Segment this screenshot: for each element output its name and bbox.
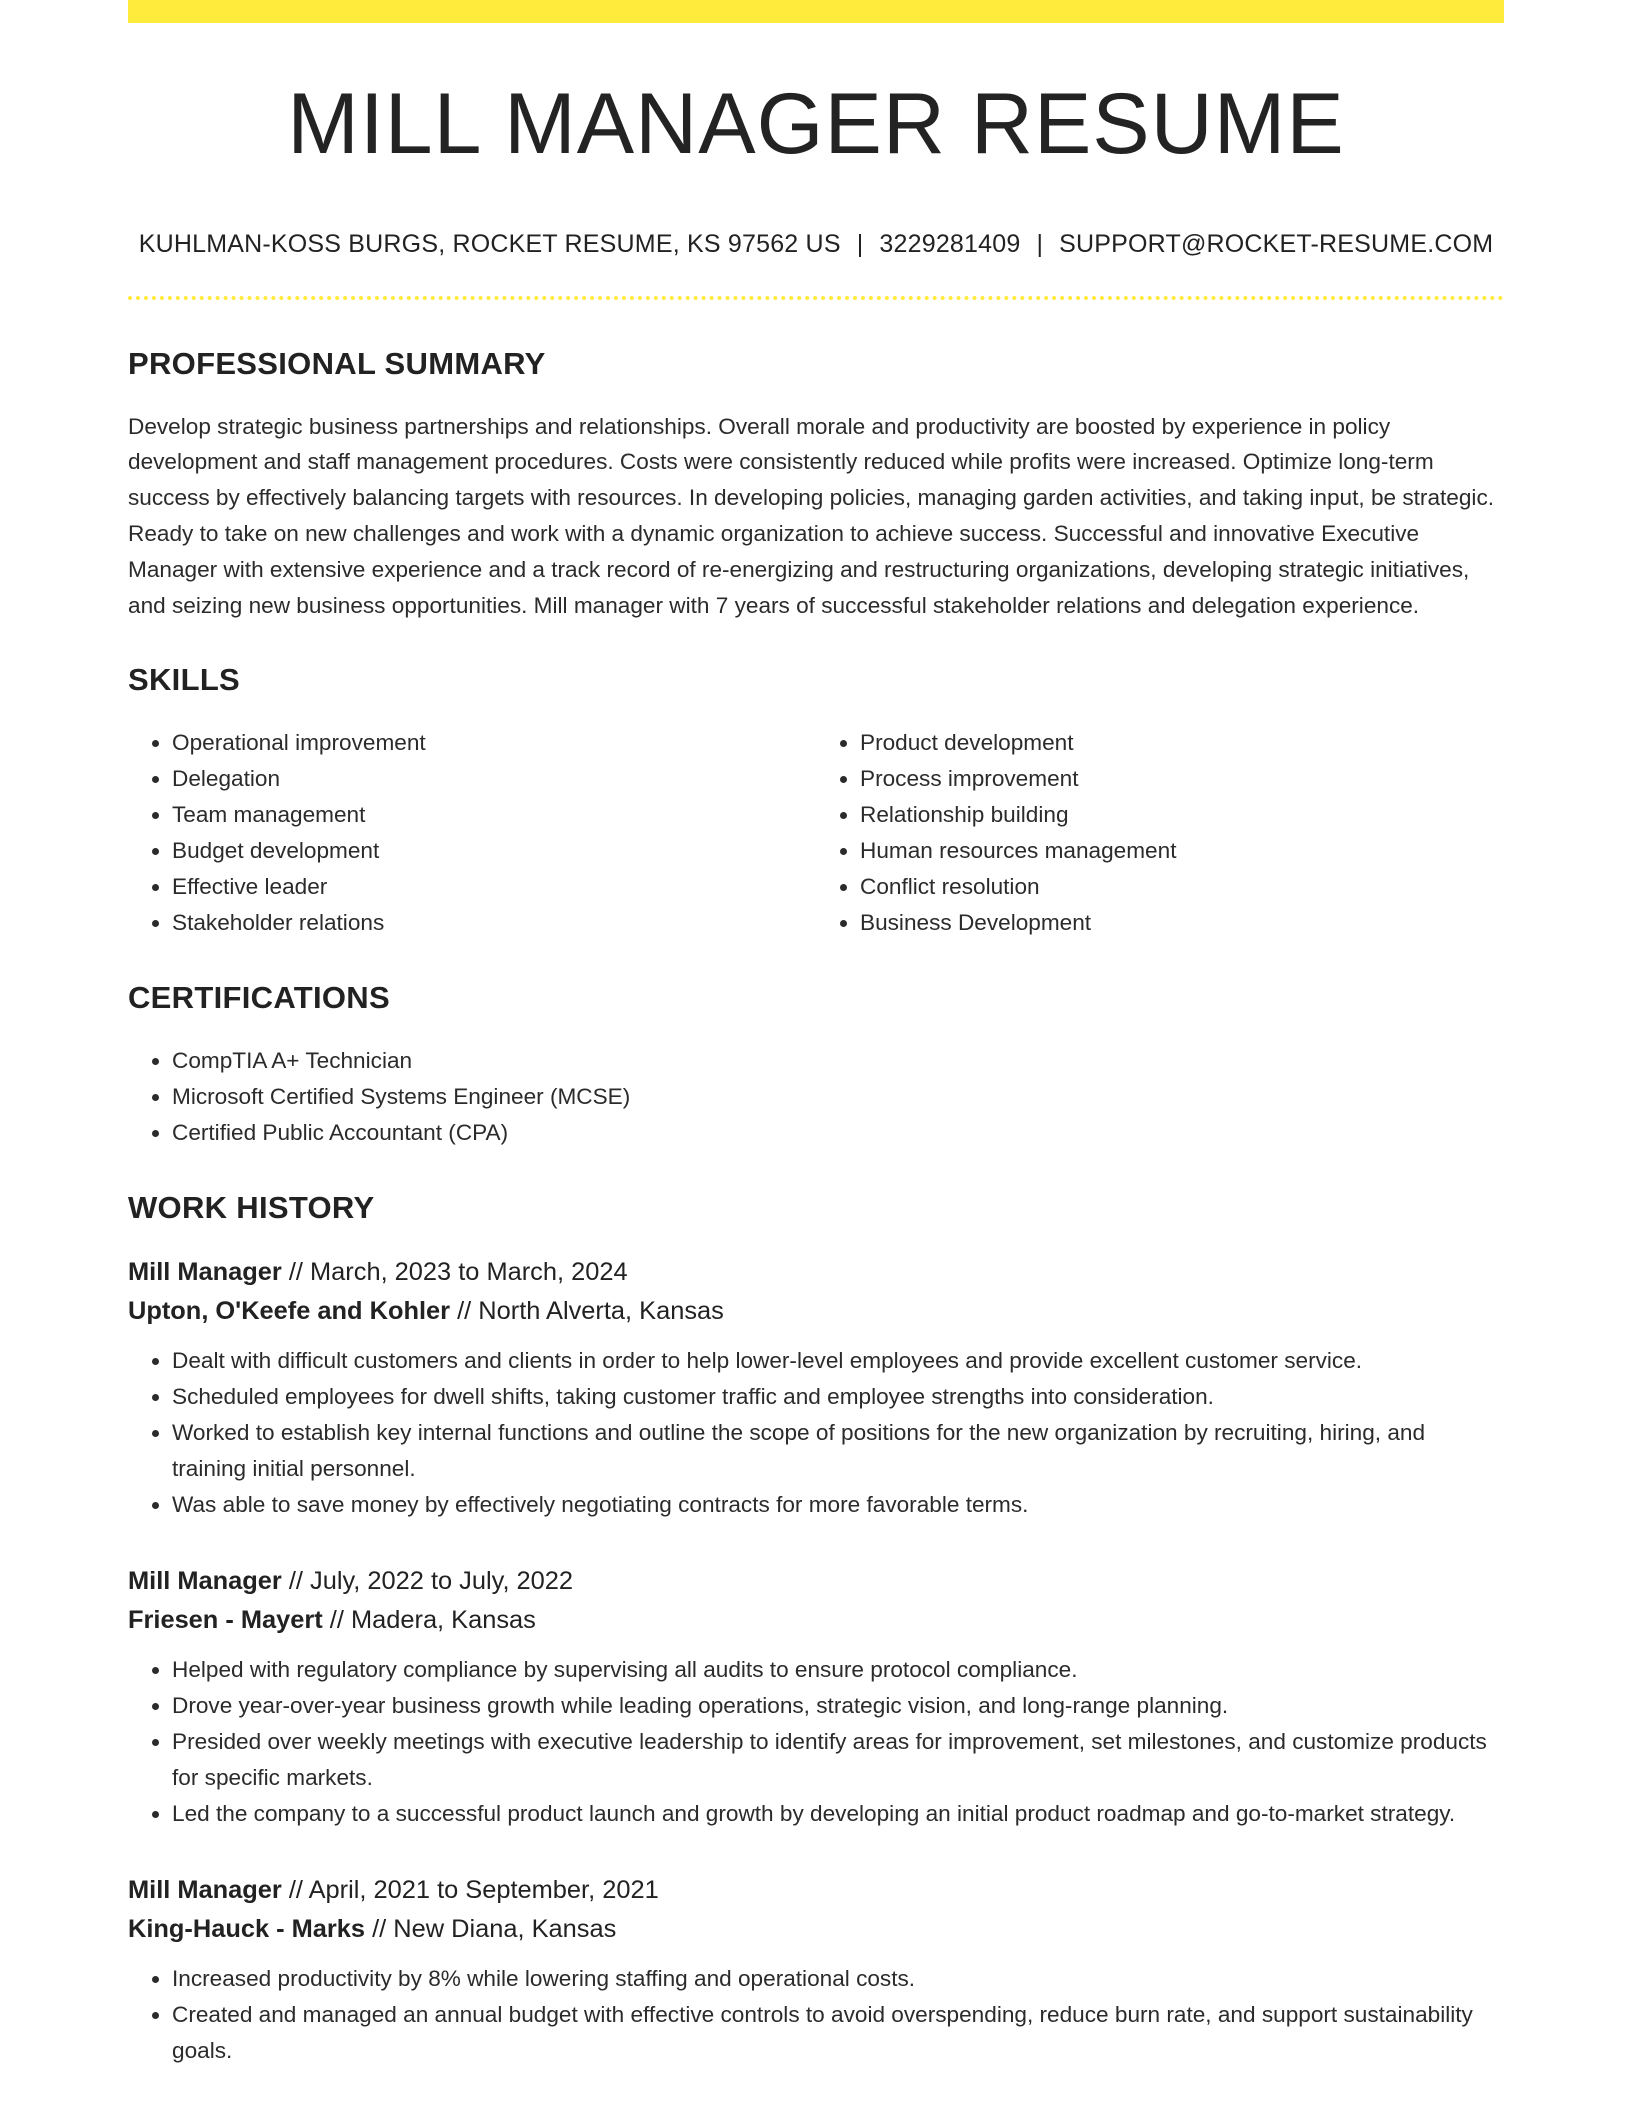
job-title: Mill Manager bbox=[128, 1257, 282, 1286]
contact-phone: 3229281409 bbox=[879, 230, 1021, 258]
job-bullet: • Helped with regulatory compliance by supervising all audits to ensure protocol compliance. bbox=[172, 1652, 1504, 1688]
certifications-heading: CERTIFICATIONS bbox=[128, 979, 390, 1015]
job-location: New Diana, Kansas bbox=[393, 1914, 617, 1943]
job-bullet: • Increased productivity by 8% while lowering staffing and operational costs. bbox=[172, 1961, 1504, 1997]
job-divider: // bbox=[288, 1566, 303, 1595]
job-company: Upton, O'Keefe and Kohler bbox=[128, 1296, 451, 1325]
job-title-line bbox=[128, 1871, 1504, 1910]
contact-line bbox=[128, 231, 1504, 259]
job-bullet: • Drove year-over-year business growth while leading operations, strategic vision, and long-range planning. bbox=[172, 1688, 1504, 1724]
skill-item: • Budget development bbox=[172, 833, 816, 869]
contact-email: SUPPORT@ROCKET-RESUME.COM bbox=[1059, 230, 1494, 258]
skill-item: • Human resources management bbox=[860, 833, 1504, 869]
job-entry bbox=[128, 1871, 1504, 2069]
job-company: King-Hauck - Marks bbox=[128, 1914, 366, 1943]
job-bullets bbox=[128, 1961, 1504, 2069]
job-entry bbox=[128, 1253, 1504, 1523]
job-divider: // bbox=[288, 1875, 303, 1904]
job-bullet: • Presided over weekly meetings with executive leadership to identify areas for improvement, set milestones, and customize products for specific markets. bbox=[172, 1724, 1504, 1796]
job-bullets bbox=[128, 1343, 1504, 1523]
job-divider: // bbox=[372, 1914, 387, 1943]
contact-address: KUHLMAN-KOSS BURGS, ROCKET RESUME, KS 97562 US bbox=[138, 230, 841, 258]
job-company-line bbox=[128, 1292, 1504, 1331]
job-title-line bbox=[128, 1562, 1504, 1601]
contact-separator: | bbox=[856, 230, 864, 258]
skills-list-left bbox=[128, 725, 816, 941]
skills-list-right bbox=[816, 725, 1504, 941]
job-title: Mill Manager bbox=[128, 1875, 282, 1904]
skill-item: • Product development bbox=[860, 725, 1504, 761]
job-entry bbox=[128, 1562, 1504, 1832]
job-divider: // bbox=[457, 1296, 472, 1325]
skill-item: • Stakeholder relations bbox=[172, 905, 816, 941]
job-location: Madera, Kansas bbox=[350, 1605, 536, 1634]
certification-item: • Microsoft Certified Systems Engineer (MCSE) bbox=[172, 1079, 1504, 1115]
contact-separator: | bbox=[1036, 230, 1044, 258]
job-company-line bbox=[128, 1601, 1504, 1640]
job-divider: // bbox=[329, 1605, 344, 1634]
job-bullet: • Was able to save money by effectively negotiating contracts for more favorable terms. bbox=[172, 1487, 1504, 1523]
job-bullets bbox=[128, 1652, 1504, 1832]
skill-item: • Process improvement bbox=[860, 761, 1504, 797]
dotted-divider bbox=[128, 296, 1504, 300]
job-bullet: • Dealt with difficult customers and clients in order to help lower-level employees and provide excellent customer service. bbox=[172, 1343, 1504, 1379]
job-company: Friesen - Mayert bbox=[128, 1605, 323, 1634]
job-dates: July, 2022 to July, 2022 bbox=[310, 1566, 574, 1595]
skill-item: • Delegation bbox=[172, 761, 816, 797]
resume-title: MILL MANAGER RESUME bbox=[287, 76, 1345, 172]
job-title: Mill Manager bbox=[128, 1566, 282, 1595]
skill-item: • Team management bbox=[172, 797, 816, 833]
skill-item: • Business Development bbox=[860, 905, 1504, 941]
skills-heading: SKILLS bbox=[128, 661, 241, 697]
skill-item: • Conflict resolution bbox=[860, 869, 1504, 905]
work-history-heading: WORK HISTORY bbox=[128, 1189, 375, 1225]
job-location: North Alverta, Kansas bbox=[478, 1296, 724, 1325]
summary-heading: PROFESSIONAL SUMMARY bbox=[128, 345, 546, 381]
job-title-line bbox=[128, 1253, 1504, 1292]
job-divider: // bbox=[288, 1257, 303, 1286]
certification-item: • Certified Public Accountant (CPA) bbox=[172, 1115, 1504, 1151]
job-company-line bbox=[128, 1910, 1504, 1949]
summary-text: Develop strategic business partnerships and relationships. Overall morale and productivity are boosted by experience in policy development and staff management procedures. Costs were consistently reduced while profits were increased. Optimize long-term success by effectively balancing targets with resources. In developing policies, managing garden activities, and taking input, be strategic. Ready to take on new challenges and work with a dynamic organization to achieve success. Successful and innovative Executive Manager with extensive experience and a track record of re-energizing and restructuring organizations, developing strategic initiatives, and seizing new business opportunities. Mill manager with 7 years of successful stakeholder relations and delegation experience. bbox=[128, 413, 1495, 619]
job-bullet: • Led the company to a successful product launch and growth by developing an initial product roadmap and go-to-market strategy. bbox=[172, 1796, 1504, 1832]
job-bullet: • Created and managed an annual budget with effective controls to avoid overspending, reduce burn rate, and support sustainability goals. bbox=[172, 1997, 1504, 2069]
skill-item: • Effective leader bbox=[172, 869, 816, 905]
skill-item: • Operational improvement bbox=[172, 725, 816, 761]
job-dates: March, 2023 to March, 2024 bbox=[310, 1257, 628, 1286]
resume-page bbox=[128, 0, 1504, 2069]
certification-item: • CompTIA A+ Technician bbox=[172, 1043, 1504, 1079]
job-bullet: • Worked to establish key internal functions and outline the scope of positions for the new organization by recruiting, hiring, and training initial personnel. bbox=[172, 1415, 1504, 1487]
accent-top-bar bbox=[128, 0, 1504, 23]
certifications-list bbox=[128, 1043, 1504, 1151]
job-bullet: • Scheduled employees for dwell shifts, taking customer traffic and employee strengths into consideration. bbox=[172, 1379, 1504, 1415]
skill-item: • Relationship building bbox=[860, 797, 1504, 833]
job-dates: April, 2021 to September, 2021 bbox=[308, 1875, 659, 1904]
skills-columns bbox=[128, 725, 1504, 941]
